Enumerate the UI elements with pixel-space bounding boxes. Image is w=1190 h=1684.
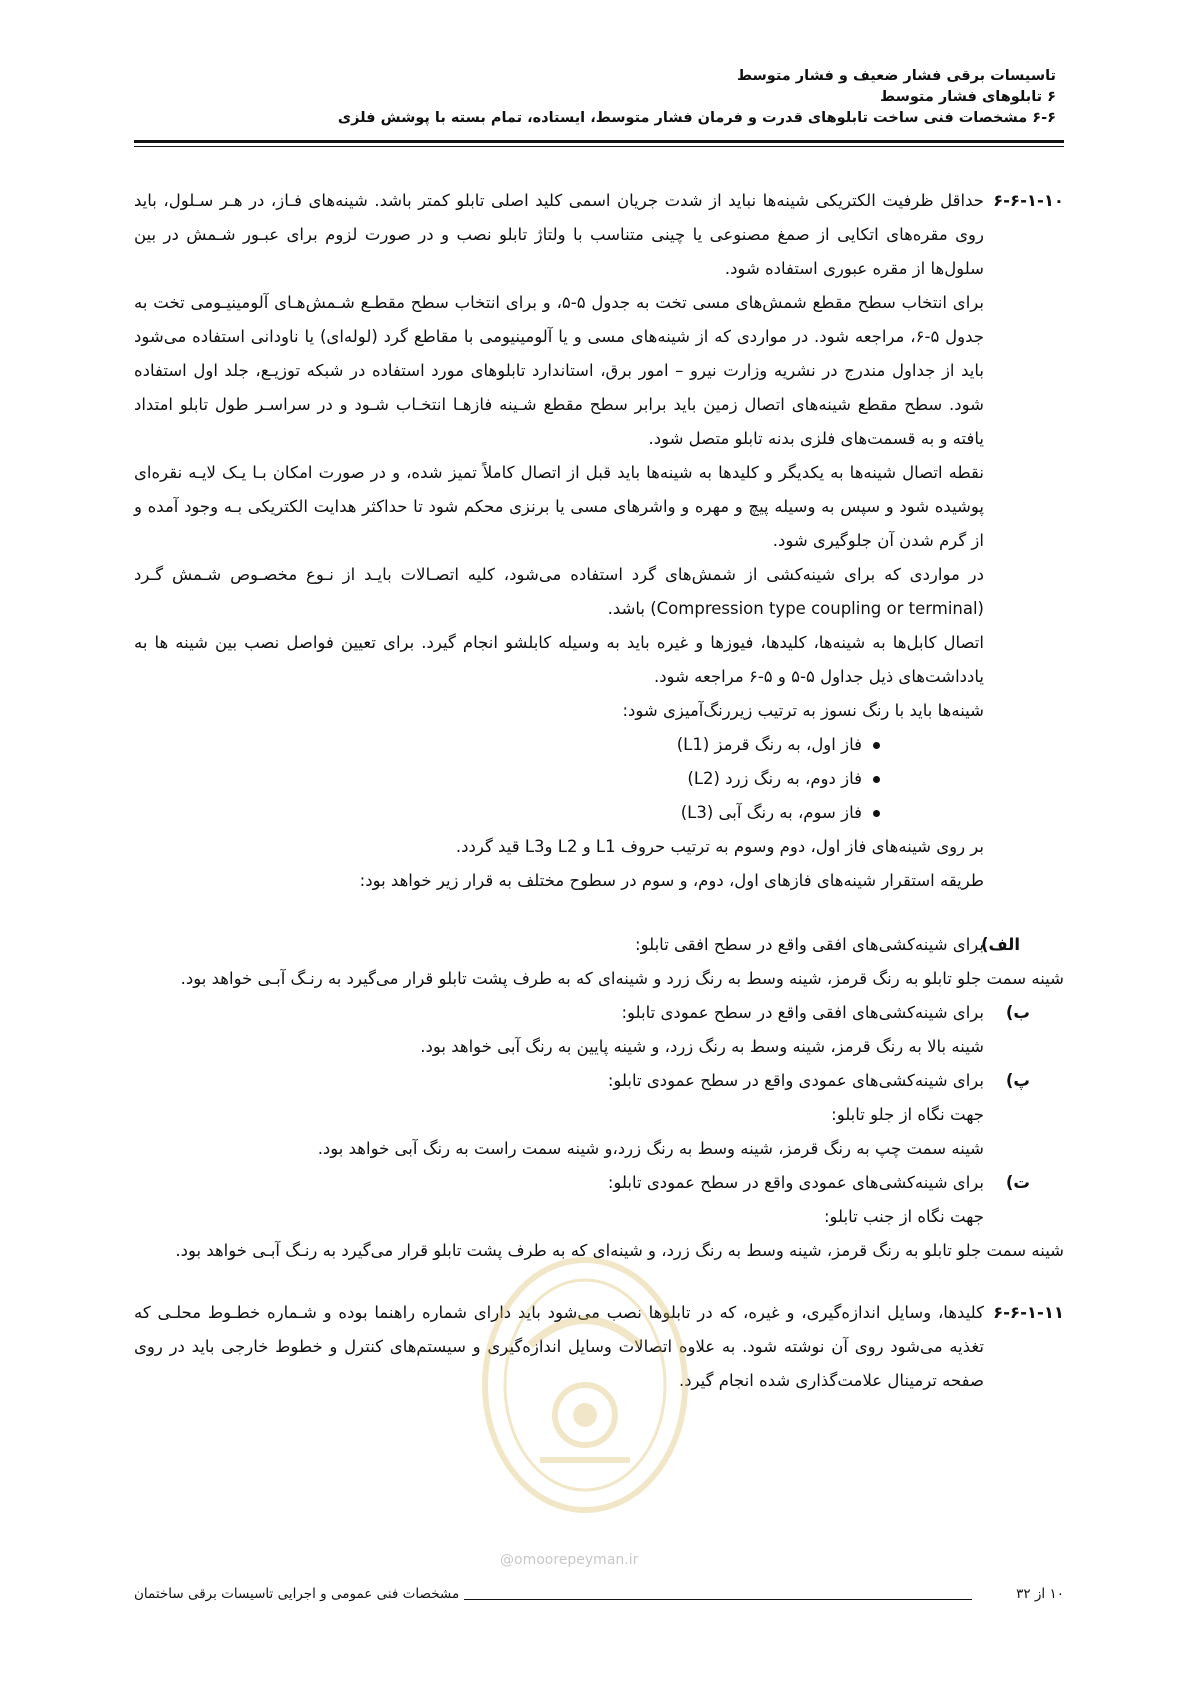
item-title: برای شینه‌کشی‌های افقی واقع در سطح عمودی تابلو:: [621, 1003, 984, 1022]
watermark-seal-icon: [470, 1250, 700, 1520]
footer-title: مشخصات فنی عمومی و اجرایی تاسیسات برقی ساختمان: [134, 1586, 460, 1602]
header-book-title: تاسیسات برقی فشار ضعیف و فشار متوسط: [736, 68, 1056, 84]
paragraph: [134, 558, 984, 626]
item-label: ت): [1005, 1173, 1030, 1192]
list-item: فاز سوم، به رنگ آبی (L3): [134, 796, 880, 830]
item-text: شینه سمت چپ به رنگ قرمز، شینه وسط به رنگ زرد،و شینه سمت راست به رنگ آبی خواهد بود.: [317, 1139, 984, 1158]
header-chapter-title: ۶ تابلوهای فشار متوسط: [880, 89, 1056, 105]
paragraph: حداقل ظرفیت الکتریکی شینه‌ها نباید از شدت جریان اسمی کلید اصلی تابلو کمتر باشد. شینه‌های فـاز، در هـر سـلول، باید روی مقره‌های اتکایی از صمغ مصنوعی یا چینی متناسب با ولتاژ تابلو نصب و در صورت لزوم برای عبـور شـمش در بین سلول‌ها از مقره عبوری استفاده شود.: [134, 191, 984, 278]
page-header: [128, 66, 1056, 129]
item-title: برای شینه‌کشی‌های افقی واقع در سطح افقی تابلو:: [635, 935, 984, 954]
section-number: ۶-۶-۱-۱۱: [993, 1303, 1064, 1322]
list-item: فاز دوم، به رنگ زرد (L2): [134, 762, 880, 796]
paragraph: اتصال کابل‌ها به شینه‌ها، کلیدها، فیوزها و غیره باید به وسیله کابلشو انجام گیرد. برای تعیین فواصل نصب بین شینه ها به یادداشت‌های ذیل جداول ۵-۵ و ۵-۶ مراجعه شود.: [134, 633, 984, 686]
item-text: شینه سمت جلو تابلو به رنگ قرمز، شینه وسط به رنگ زرد و شینه‌ای که به طرف پشت تابلو قرار می‌گیرد به رنـگ آبـی خواهد بود.: [180, 969, 1064, 988]
item-label: الف): [980, 935, 1020, 954]
item-alef: [134, 928, 1064, 996]
watermark-text: @omoorepeyman.ir: [500, 1552, 639, 1568]
list-item: فاز اول، به رنگ قرمز (L1): [134, 728, 880, 762]
paragraph: نقطه اتصال شینه‌ها به یکدیگر و کلیدها به شینه‌ها باید قبل از اتصال کاملاً تمیز شده، و در صورت امکان بـا یـک لایـه نقره‌ای پوشیده شود و سپس به وسیله پیچ و مهره و واشرهای مسی یا برنزی محکم شود تا حداکثر هدایت الکتریکی بـه وجود آمده و از گرم شدن آن جلوگیری شود.: [134, 463, 984, 550]
paragraph: برای انتخاب سطح مقطع شمش‌های مسی تخت به جدول ۵-۵، و برای انتخاب سطح مقطـع شـمش‌هـای آلومینیـومی تخت به جدول ۵-۶، مراجعه شود. در مواردی که از شینه‌های مسی و یا آلومینیومی با مقاطع گرد (لوله‌ای) یا ناودانی استفاده می‌شود باید از جداول مندرج در نشریه وزارت نیرو – امور برق، استاندارد تابلوهای مورد استفاده در شبکه توزیـع، جلد اول استفاده شود. سطح مقطع شینه‌های اتصال زمین باید برابر سطح مقطع شـینه فازهـا انتخـاب شـود و در سراسـر طول تابلو امتداد یافته و به قسمت‌های فلزی بدنه تابلو متصل شود.: [134, 293, 984, 448]
item-view: جهت نگاه از جنب تابلو:: [823, 1207, 984, 1226]
paragraph: طریقه استقرار شینه‌های فازهای اول، دوم، و سوم در سطوح مختلف به قرار زیر خواهد بود:: [359, 871, 984, 890]
paragraph: کلیدها، وسایل اندازه‌گیری، و غیره، که در تابلوها نصب می‌شود باید دارای شماره راهنما بوده و شـماره خطـوط محلـی که تغذیه می‌شود روی آن نوشته شود. به علاوه اتصالات وسایل اندازه‌گیری و سیستم‌های کنترل و خطوط خارجی باید در روی صفحه ترمینال علامت‌گذاری شده انجام گیرد.: [134, 1303, 984, 1390]
item-title: برای شینه‌کشی‌های عمودی واقع در سطح عمودی تابلو:: [607, 1173, 984, 1192]
paragraph-text: در مواردی که برای شینه‌کشی از شمش‌های گرد استفاده می‌شود، کلیه اتصـالات بایـد از نـوع مخصـوص شـمش گـرد: [134, 565, 984, 584]
english-term: (Compression type coupling or terminal): [650, 599, 984, 618]
item-be: [134, 996, 1064, 1064]
item-text: شینه سمت جلو تابلو به رنگ قرمز، شینه وسط به رنگ زرد، و شینه‌ای که به طرف پشت تابلو قرار می‌گیرد به رنـگ آبـی خواهد بود.: [175, 1241, 1064, 1260]
paragraph-text: باشد.: [607, 599, 645, 618]
item-text: شینه بالا به رنگ قرمز، شینه وسط به رنگ زرد، و شینه پایین به رنگ آبی خواهد بود.: [420, 1037, 984, 1056]
header-rule-thin: [134, 146, 1064, 147]
paragraph: بر روی شینه‌های فاز اول، دوم وسوم به ترتیب حروف L1 و L2 وL3 قید گردد.: [455, 837, 984, 856]
main-content: [134, 184, 1064, 1398]
item-pe: [134, 1064, 1064, 1166]
section-6-6-1-10: [134, 184, 1064, 898]
item-label: ب): [1005, 1003, 1030, 1022]
color-list: [134, 728, 984, 830]
section-number: ۶-۶-۱-۱۰: [993, 191, 1064, 210]
page-number: ۱۰ از ۳۲: [1016, 1586, 1064, 1602]
item-title: برای شینه‌کشی‌های عمودی واقع در سطح عمودی تابلو:: [607, 1071, 984, 1090]
item-view: جهت نگاه از جلو تابلو:: [831, 1105, 984, 1124]
footer-rule: [464, 1599, 972, 1600]
header-section-title: ۶-۶ مشخصات فنی ساخت تابلوهای قدرت و فرمان فشار متوسط، ایستاده، تمام بسته با پوشش فلزی: [337, 110, 1056, 126]
item-label: پ): [1005, 1071, 1030, 1090]
paragraph: شینه‌ها باید با رنگ نسوز به ترتیب زیررنگ‌آمیزی شود:: [622, 701, 984, 720]
header-rule-thick: [134, 140, 1064, 143]
